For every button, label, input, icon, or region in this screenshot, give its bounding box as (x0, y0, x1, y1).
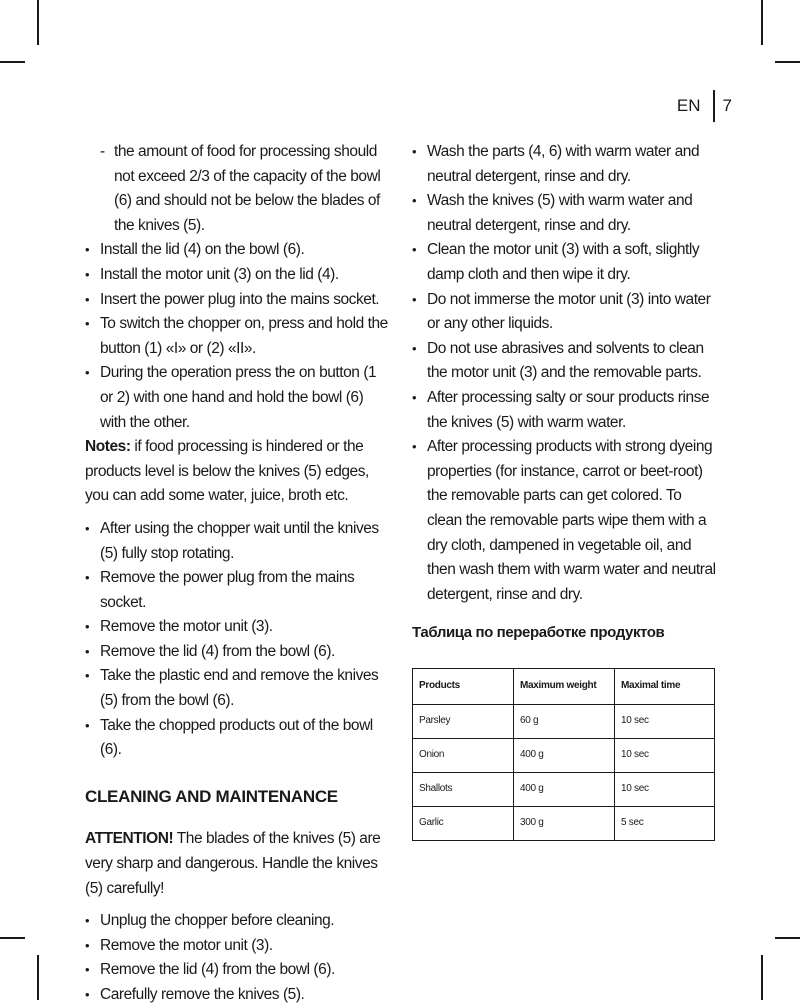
table-row (413, 772, 715, 806)
list-item: • Do not immerse the motor unit (3) into water or any other liquids. (412, 288, 717, 337)
notes-text: if food processing is hindered or the products level is below the knives (5) edges, you can add some water, juice, broth etc. (85, 438, 369, 505)
after-use-steps-list (85, 517, 390, 763)
table-title: Таблица по переработке продуктов (412, 624, 665, 642)
table-cell: 5 sec (615, 806, 715, 840)
table-cell: 60 g (514, 704, 615, 738)
list-item: • After processing products with strong dyeing properties (for instance, carrot or beet-root) the removable parts can get colored. To clean the removable parts wipe them with a dry cloth, dampened in vegetable oil, and then wash them with warm water and neutral detergent, rinse and dry. (412, 435, 717, 607)
list-item: • To switch the chopper on, press and hold the button (1) «I» or (2) «II». (85, 312, 390, 361)
crop-mark-bottom-right-v (761, 955, 763, 1000)
list-item: • Take the chopped products out of the bowl (6). (85, 714, 390, 763)
attention-paragraph (85, 827, 390, 901)
list-item: • Install the lid (4) on the bowl (6). (85, 238, 390, 263)
page-header (677, 90, 732, 122)
header-divider (713, 90, 715, 122)
crop-mark-top-left-v (37, 0, 39, 45)
section-title: CLEANING AND MAINTENANCE (85, 786, 338, 806)
table-cell: 10 sec (615, 738, 715, 772)
dash-item-text: the amount of food for processing should not exceed 2/3 of the capacity of the bowl (6) and should not be below the blades of the knives (5). (114, 143, 381, 234)
crop-mark-top-right-h (775, 61, 800, 63)
list-item: • Do not use abrasives and solvents to clean the motor unit (3) and the removable parts. (412, 337, 717, 386)
table-row (413, 738, 715, 772)
dash-list-item (85, 140, 390, 238)
table-cell: 300 g (514, 806, 615, 840)
page-number: 7 (722, 96, 732, 115)
table-cell: 400 g (514, 772, 615, 806)
list-item: • Remove the power plug from the mains socket. (85, 566, 390, 615)
notes-paragraph (85, 435, 390, 509)
table-header-cell: Maximum weight (514, 668, 615, 704)
crop-mark-bottom-right-h (775, 937, 800, 939)
list-item: • Unplug the chopper before cleaning. (85, 909, 390, 934)
maintenance-steps-list (412, 140, 717, 607)
crop-mark-bottom-left-h (0, 937, 25, 939)
list-item: • Insert the power plug into the mains socket. (85, 288, 390, 313)
table-header-row (413, 668, 715, 704)
language-code: EN (676, 96, 701, 115)
dash-marker: - (100, 143, 105, 160)
table-header-cell: Products (413, 668, 514, 704)
table-row (413, 704, 715, 738)
table-cell: Parsley (413, 704, 514, 738)
attention-text: The blades of the knives (5) are very sharp and dangerous. Handle the knives (5) carefully! (85, 830, 381, 897)
list-item: • Remove the motor unit (3). (85, 615, 390, 640)
list-item: • During the operation press the on button (1 or 2) with one hand and hold the bowl (6) with the other. (85, 361, 390, 435)
table-cell: 400 g (514, 738, 615, 772)
crop-mark-top-left-h (0, 61, 25, 63)
left-column (85, 140, 390, 1008)
assembly-steps-list (85, 238, 390, 435)
cleaning-steps-list (85, 909, 390, 1007)
table-cell: Garlic (413, 806, 514, 840)
list-item: • Clean the motor unit (3) with a soft, slightly damp cloth and then wipe it dry. (412, 238, 717, 287)
list-item: • Take the plastic end and remove the knives (5) from the bowl (6). (85, 664, 390, 713)
list-item: • Wash the parts (4, 6) with warm water and neutral detergent, rinse and dry. (412, 140, 717, 189)
table-cell: Shallots (413, 772, 514, 806)
table-header-cell: Maximal time (615, 668, 715, 704)
crop-mark-bottom-left-v (37, 955, 39, 1000)
list-item: • Remove the lid (4) from the bowl (6). (85, 958, 390, 983)
list-item: • Remove the motor unit (3). (85, 934, 390, 959)
list-item: • Install the motor unit (3) on the lid (4). (85, 263, 390, 288)
table-row (413, 806, 715, 840)
table-cell: Onion (413, 738, 514, 772)
list-item: • After processing salty or sour products rinse the knives (5) with warm water. (412, 386, 717, 435)
list-item: • Remove the lid (4) from the bowl (6). (85, 640, 390, 665)
list-item: • After using the chopper wait until the knives (5) fully stop rotating. (85, 517, 390, 566)
notes-label: Notes: (85, 438, 131, 456)
crop-mark-top-right-v (761, 0, 763, 45)
processing-table (412, 668, 715, 841)
list-item: • Carefully remove the knives (5). (85, 983, 390, 1008)
attention-label: ATTENTION! (85, 830, 174, 848)
list-item: • Wash the knives (5) with warm water and neutral detergent, rinse and dry. (412, 189, 717, 238)
table-cell: 10 sec (615, 704, 715, 738)
table-cell: 10 sec (615, 772, 715, 806)
right-column (412, 140, 717, 841)
